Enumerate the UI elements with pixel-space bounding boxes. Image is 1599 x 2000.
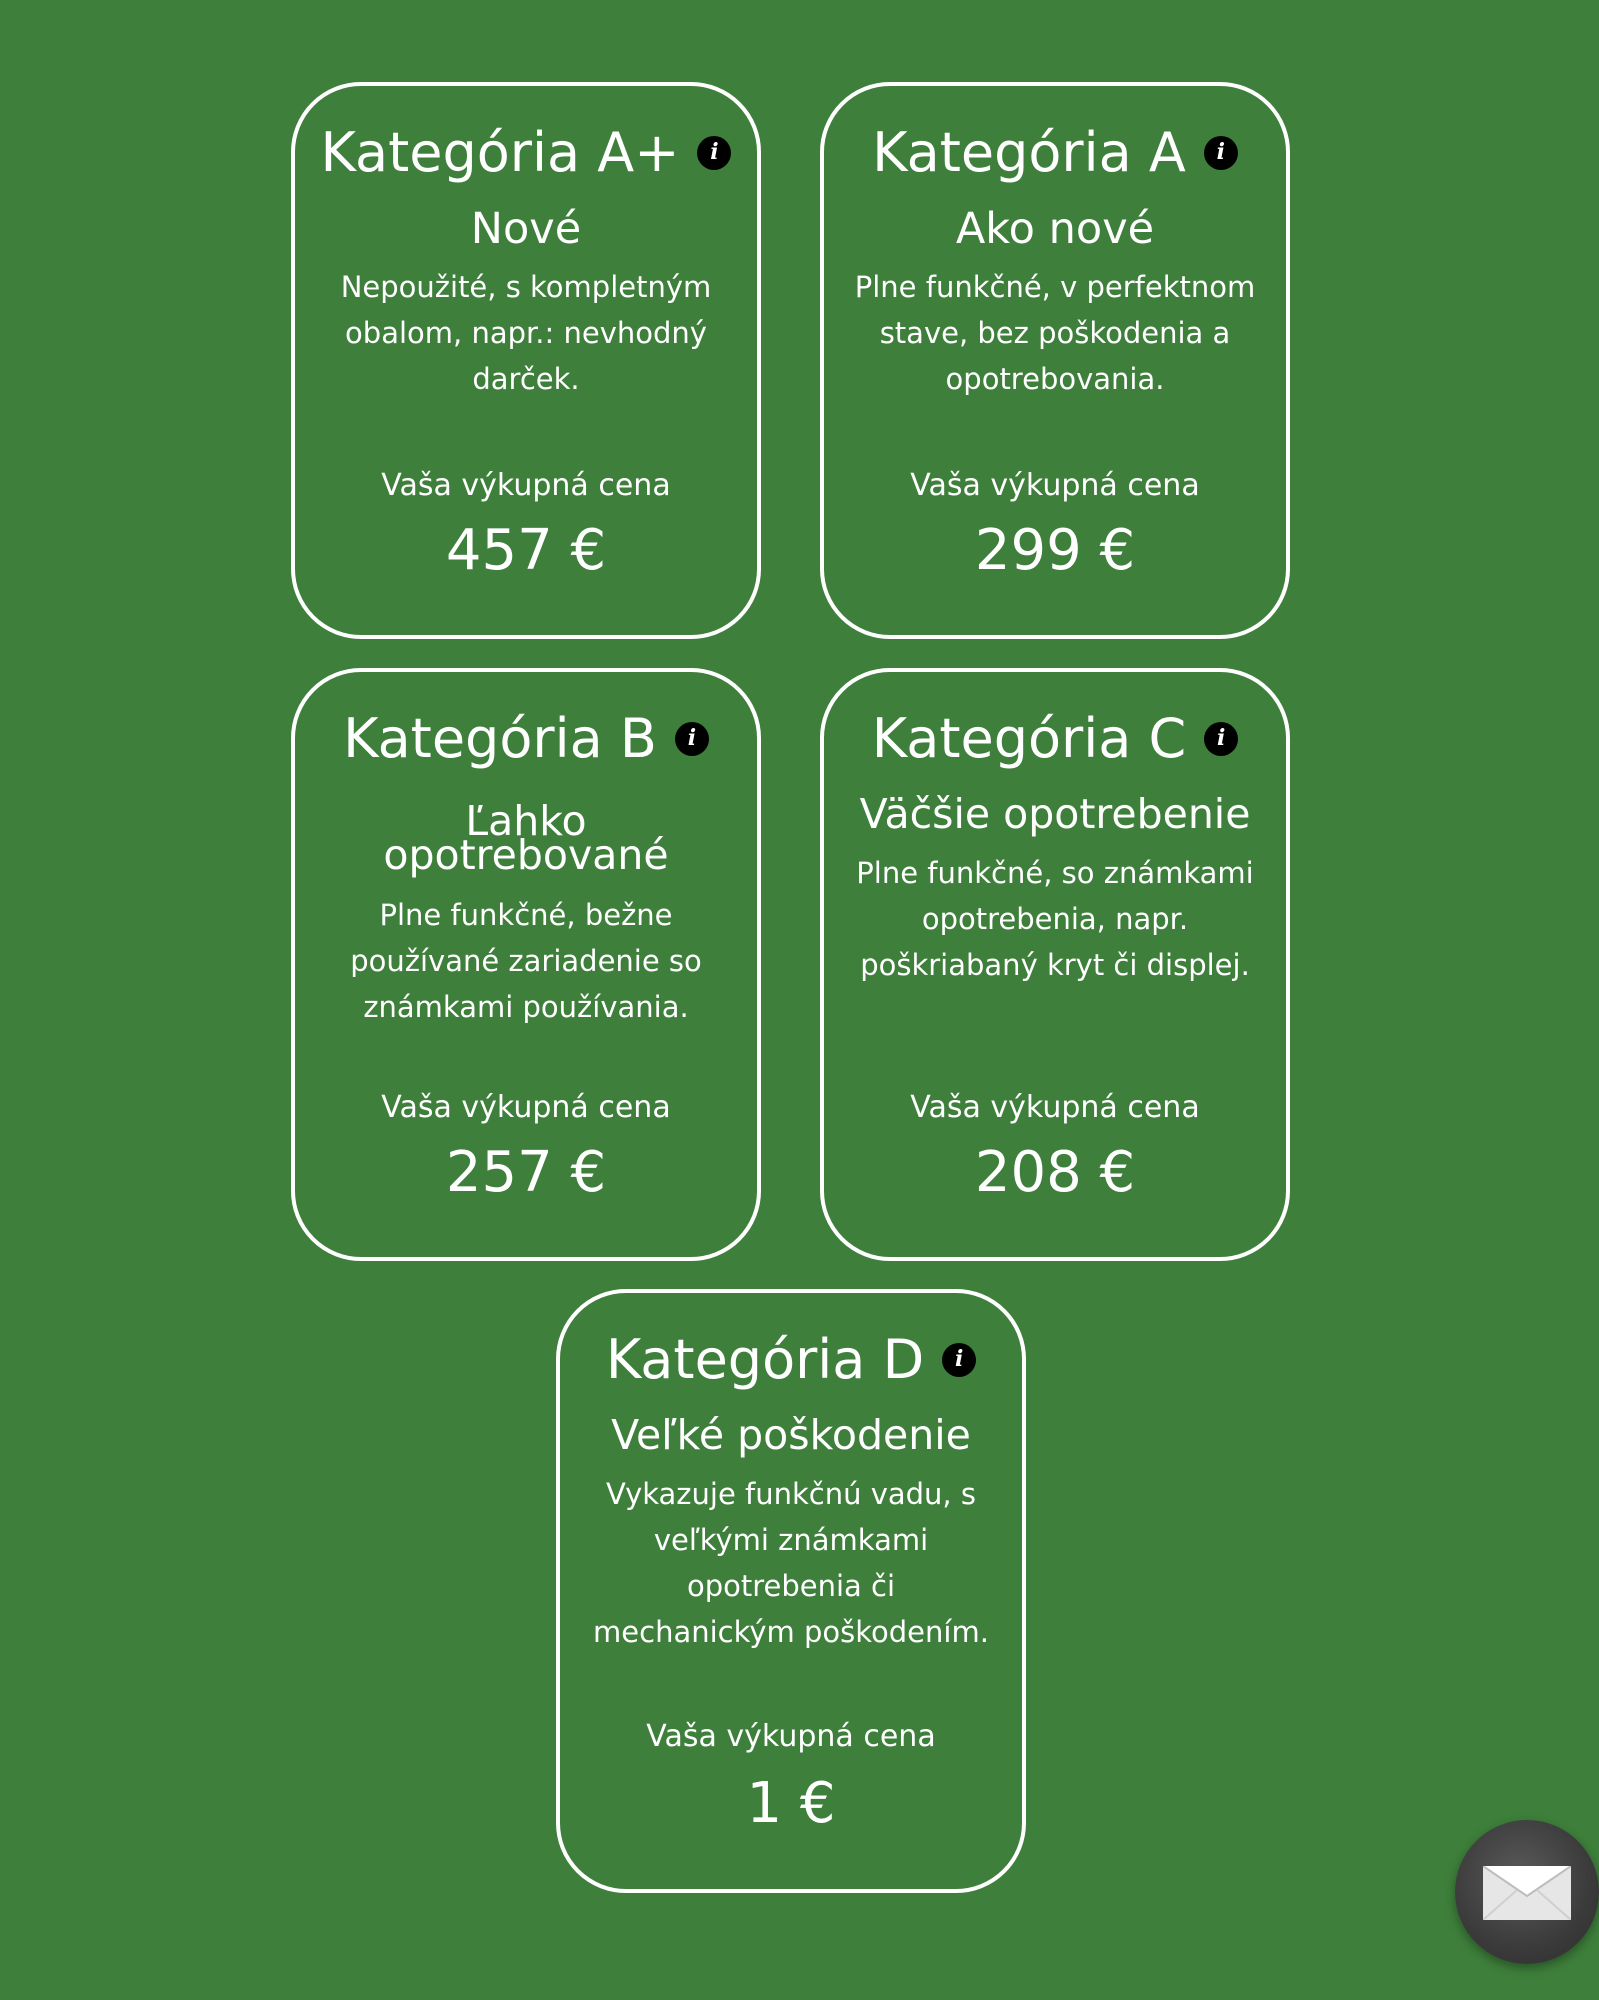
card-subtitle: Veľké poškodenie <box>611 1411 971 1459</box>
card-subtitle: Nové <box>470 204 582 254</box>
card-title-text: Kategória C <box>871 707 1187 770</box>
card-description: Vykazuje funkčnú vadu, s veľkými známkami opotrebenia či mechanickým poškodením. <box>593 1477 989 1649</box>
card-title-text: Kategória A <box>872 121 1186 184</box>
price-label: Vaša výkupná cena <box>381 1090 671 1125</box>
card-description: Plne funkčné, v perfektnom stave, bez poškodenia a opotrebovania. <box>854 270 1256 396</box>
category-card-a-plus[interactable] <box>291 82 761 639</box>
category-card-c[interactable] <box>820 668 1290 1261</box>
card-subtitle: Ľahko opotrebované <box>383 797 669 879</box>
mail-icon <box>1483 1866 1571 1920</box>
info-icon[interactable]: i <box>1204 136 1238 170</box>
card-title <box>295 708 757 770</box>
price-label: Vaša výkupná cena <box>646 1719 936 1754</box>
price-label: Vaša výkupná cena <box>910 468 1200 503</box>
info-icon[interactable]: i <box>697 136 731 170</box>
price-value: 208 € <box>974 1140 1136 1205</box>
card-description: Plne funkčné, so známkami opotrebenia, napr. poškriabaný kryt či displej. <box>856 856 1254 982</box>
card-title <box>824 122 1286 184</box>
price-label: Vaša výkupná cena <box>910 1090 1200 1125</box>
category-card-b[interactable] <box>291 668 761 1261</box>
info-icon[interactable]: i <box>675 722 709 756</box>
price-value: 299 € <box>974 518 1136 583</box>
card-title <box>560 1329 1022 1391</box>
card-title <box>295 122 757 184</box>
price-value: 257 € <box>445 1140 607 1205</box>
info-icon[interactable]: i <box>1204 722 1238 756</box>
chat-button[interactable] <box>1455 1820 1599 1964</box>
info-icon[interactable]: i <box>942 1343 976 1377</box>
card-subtitle: Väčšie opotrebenie <box>859 790 1251 838</box>
price-value: 1 € <box>746 1771 836 1836</box>
price-value: 457 € <box>445 518 607 583</box>
category-card-a[interactable] <box>820 82 1290 639</box>
card-title <box>824 708 1286 770</box>
category-card-d[interactable] <box>556 1289 1026 1893</box>
card-description: Plne funkčné, bežne používané zariadenie so známkami používania. <box>350 898 702 1024</box>
card-description: Nepoužité, s kompletným obalom, napr.: nevhodný darček. <box>340 270 712 396</box>
card-title-text: Kategória D <box>605 1328 925 1391</box>
card-title-text: Kategória B <box>343 707 657 770</box>
card-subtitle: Ako nové <box>955 204 1155 254</box>
card-title-text: Kategória A+ <box>320 121 680 184</box>
price-label: Vaša výkupná cena <box>381 468 671 503</box>
